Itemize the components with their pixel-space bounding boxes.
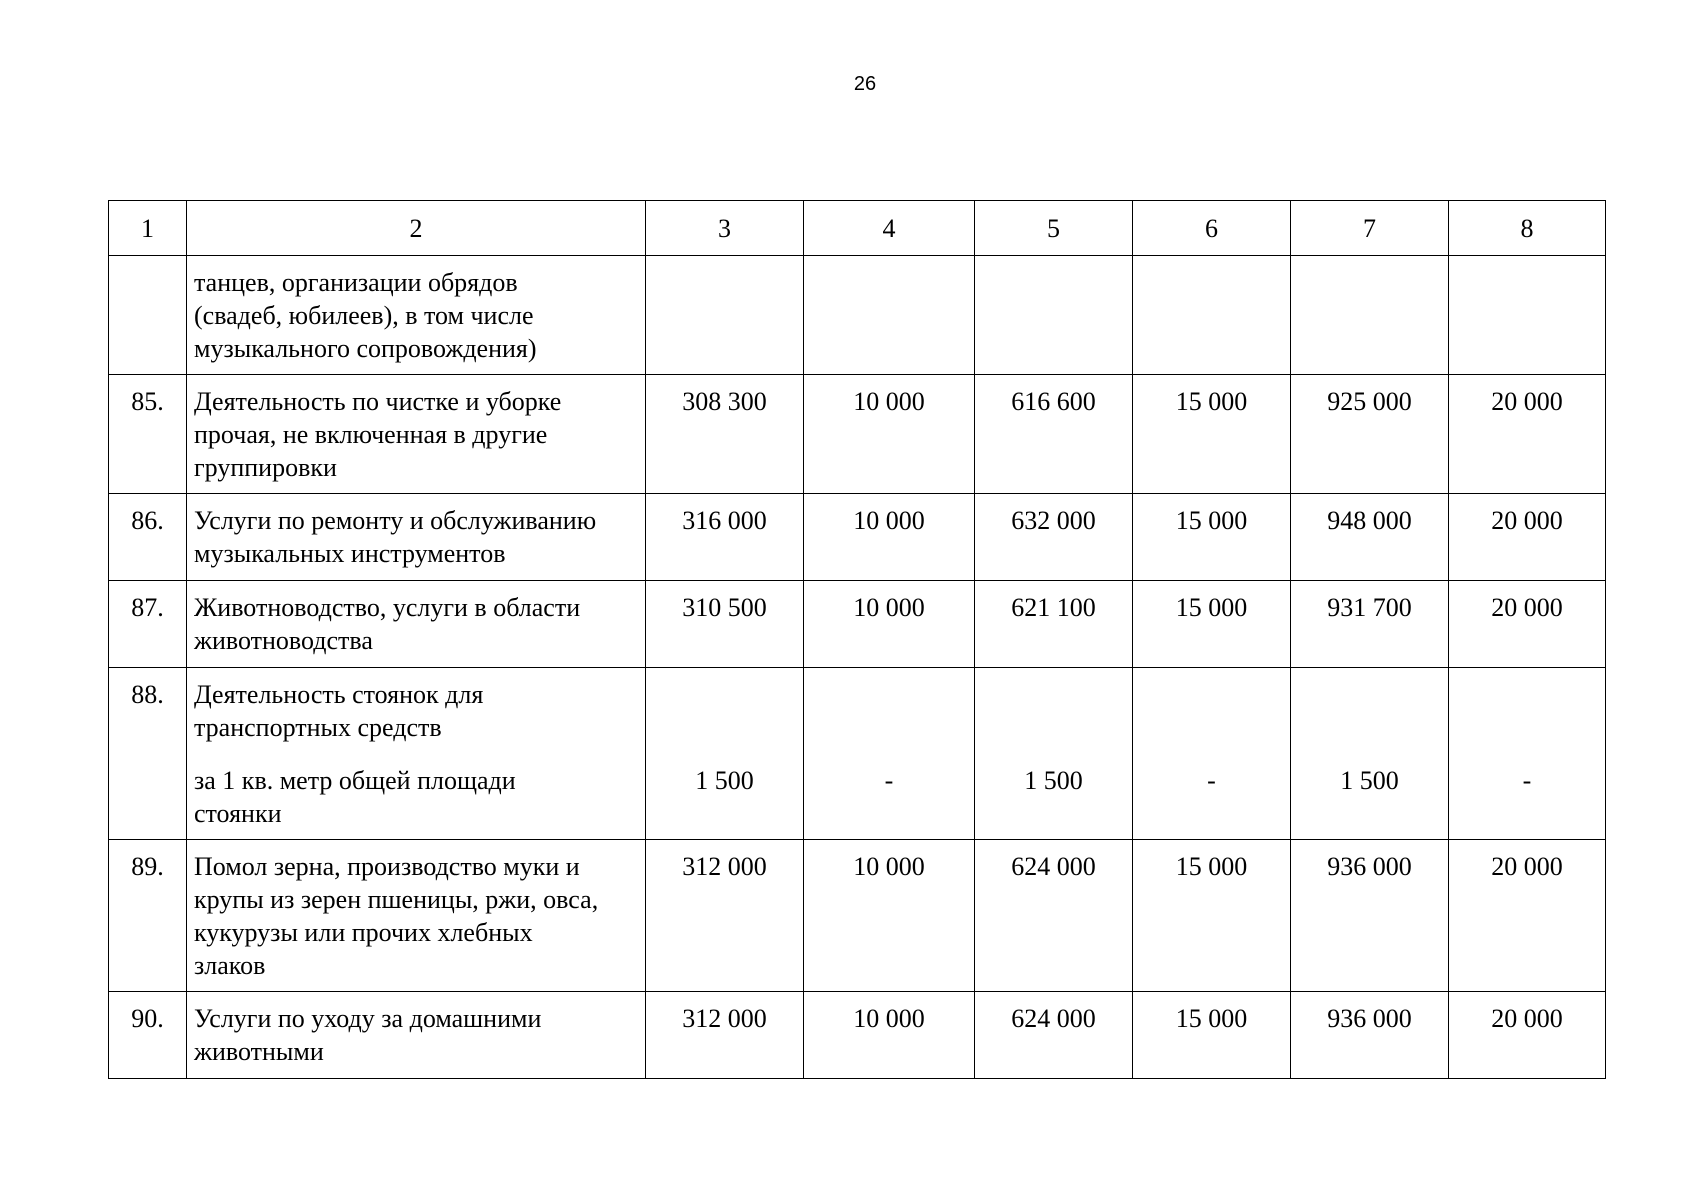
table-row [109,840,1606,992]
description-line: Деятельность стоянок для [194,680,484,709]
column-header: 8 [1449,201,1606,256]
value-cell: 632 000 [975,494,1133,581]
value-cell: 616 600 [975,375,1133,494]
tariff-table [108,200,1606,1079]
unit-note [194,764,639,830]
column-number-row [109,201,1606,256]
value-text: 1 500 [695,766,754,795]
table-row [109,494,1606,581]
description-line: стоянки [194,799,282,828]
value-cell: 936 000 [1291,992,1449,1079]
value-cell: 316 000 [646,494,804,581]
value-cell: 15 000 [1133,494,1291,581]
value-cell: 925 000 [1291,375,1449,494]
description-line: танцев, организации обрядов [194,268,518,297]
row-description-cell [187,581,646,668]
row-description-cell [187,494,646,581]
description-line: кукурузы или прочих хлебных [194,918,533,947]
value-cell: 20 000 [1449,375,1606,494]
value-text: 1 500 [1340,766,1399,795]
description-line: крупы из зерен пшеницы, ржи, овса, [194,885,599,914]
row-description-cell [187,375,646,494]
value-cell [646,256,804,375]
value-cell: 10 000 [804,581,975,668]
value-cell: 312 000 [646,992,804,1079]
description-line: Услуги по ремонту и обслуживанию [194,506,597,535]
value-cell [1449,668,1606,840]
value-cell [646,668,804,840]
column-header: 7 [1291,201,1449,256]
description-line: (свадеб, юбилеев), в том числе [194,301,534,330]
table-row [109,375,1606,494]
row-number-cell: 87. [109,581,187,668]
description-line: группировки [194,453,337,482]
value-cell: 621 100 [975,581,1133,668]
row-description-cell [187,256,646,375]
description-line: злаков [194,951,266,980]
column-header: 6 [1133,201,1291,256]
row-number-cell: 86. [109,494,187,581]
row-description-cell [187,840,646,992]
value-cell: 20 000 [1449,581,1606,668]
table-row [109,992,1606,1079]
value-cell: 948 000 [1291,494,1449,581]
value-cell: 310 500 [646,581,804,668]
table-row [109,668,1606,840]
row-number-cell: 88. [109,668,187,840]
value-text: - [884,766,894,795]
value-cell: 931 700 [1291,581,1449,668]
value-cell: 624 000 [975,992,1133,1079]
row-number-cell [109,256,187,375]
column-header: 3 [646,201,804,256]
value-cell: 624 000 [975,840,1133,992]
value-cell: 10 000 [804,494,975,581]
description-line: Помол зерна, производство муки и [194,852,580,881]
description-line: Деятельность по чистке и уборке [194,387,562,416]
value-cell: 15 000 [1133,992,1291,1079]
description-line: Животноводство, услуги в области [194,593,581,622]
column-header: 5 [975,201,1133,256]
value-cell: 20 000 [1449,840,1606,992]
description-line: животноводства [194,626,373,655]
value-cell [1291,668,1449,840]
row-number-cell: 85. [109,375,187,494]
value-cell: 10 000 [804,375,975,494]
column-header: 2 [187,201,646,256]
description-line: животными [194,1037,324,1066]
value-cell [1133,256,1291,375]
description-line: музыкальных инструментов [194,539,506,568]
row-number-cell: 90. [109,992,187,1079]
value-cell: 20 000 [1449,494,1606,581]
value-cell: 15 000 [1133,375,1291,494]
value-cell: 10 000 [804,840,975,992]
value-cell [804,668,975,840]
row-description-cell [187,668,646,840]
value-cell [975,256,1133,375]
value-cell: 10 000 [804,992,975,1079]
row-number-cell: 89. [109,840,187,992]
description-line: Услуги по уходу за домашними [194,1004,542,1033]
description-line: музыкального сопровождения) [194,334,537,363]
value-text: - [1522,766,1532,795]
value-cell [1449,256,1606,375]
value-cell: 936 000 [1291,840,1449,992]
value-cell: 20 000 [1449,992,1606,1079]
value-text: - [1207,766,1216,795]
description-line: за 1 кв. метр общей площади [194,766,516,795]
value-cell: 15 000 [1133,840,1291,992]
row-description-cell [187,992,646,1079]
value-cell: 15 000 [1133,581,1291,668]
table-row-continuation [109,256,1606,375]
table-row [109,581,1606,668]
value-cell [804,256,975,375]
column-header: 1 [109,201,187,256]
value-cell [1291,256,1449,375]
value-text: 1 500 [1024,766,1083,795]
value-cell [975,668,1133,840]
value-cell: 312 000 [646,840,804,992]
value-cell: 308 300 [646,375,804,494]
description-line: прочая, не включенная в другие [194,420,548,449]
value-cell [1133,668,1291,840]
description-line: транспортных средств [194,713,442,742]
column-header: 4 [804,201,975,256]
page-number: 26 [853,73,877,95]
